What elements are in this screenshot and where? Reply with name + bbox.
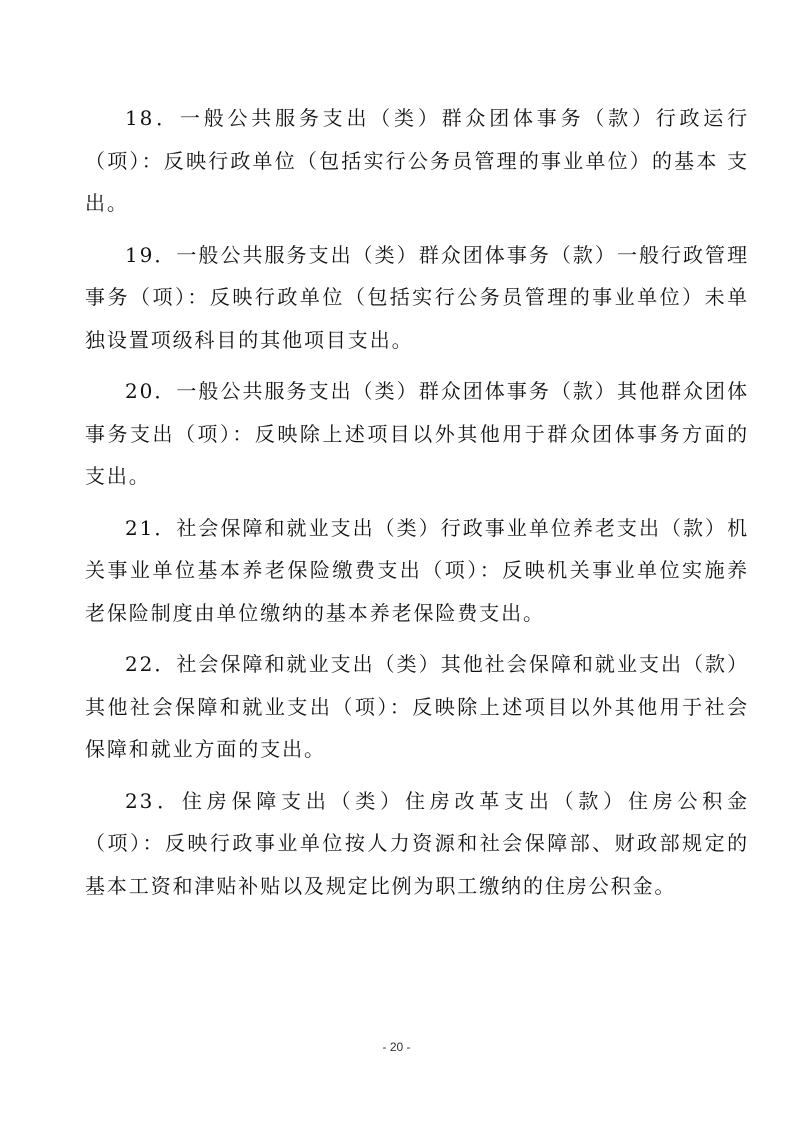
paragraph-item-21: 21．社会保障和就业支出（类）行政事业单位养老支出（款）机关事业单位基本养老保险缴费支出（项）：反映机关事业单位实施养老保险制度由单位缴纳的基本养老保险费支出。 <box>85 515 749 625</box>
page-number: - 20 - <box>382 1040 411 1054</box>
paragraph-item-18: 18．一般公共服务支出（类）群众团体事务（款）行政运行（项）：反映行政单位（包括实行公务员管理的事业单位）的基本 支出。 <box>85 106 749 215</box>
paragraph-item-23: 23．住房保障支出（类）住房改革支出（款）住房公积金（项）：反映行政事业单位按人力资源和社会保障部、财政部规定的 基本工资和津贴补贴以及规定比例为职工缴纳的住房公积金。 <box>85 788 749 898</box>
paragraph-item-22: 22．社会保障和就业支出（类）其他社会保障和就业支出（款）其他社会保障和就业支出（项）：反映除上述项目以外其他用于社会保障和就业方面的支出。 <box>85 652 749 761</box>
paragraph-item-19: 19．一般公共服务支出（类）群众团体事务（款）一般行政管理事务（项）：反映行政单位（包括实行公务员管理的事业单位）未单独设置项级科目的其他项目支出。 <box>85 242 749 352</box>
paragraph-item-20: 20．一般公共服务支出（类）群众团体事务（款）其他群众团体事务支出（项）：反映除上述项目以外其他用于群众团体事务方面的支出。 <box>85 379 749 488</box>
document-body <box>85 97 749 916</box>
